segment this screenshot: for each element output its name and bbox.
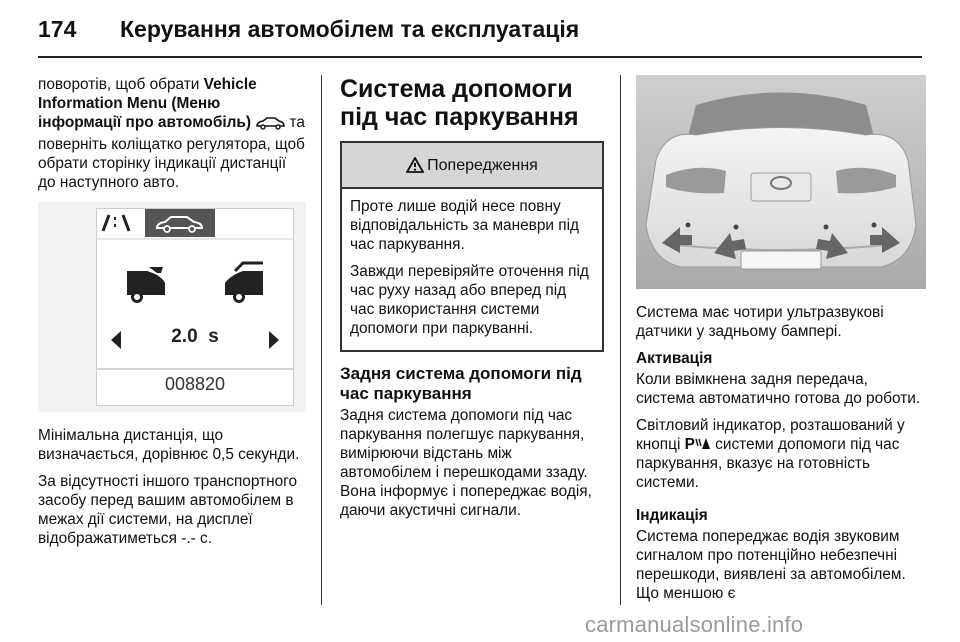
paragraph-menu-instructions (38, 75, 306, 192)
distance-display-figure (38, 202, 306, 412)
column-right (636, 75, 926, 611)
watermark: carmanualsonline.info (585, 612, 804, 637)
warning-paragraph: Завжди перевіряйте оточення під час руху назад або вперед під час використання системи допомоги при паркуванні. (350, 263, 589, 337)
odometer: 008820 (164, 374, 226, 394)
paragraph-min-distance: Мінімальна дистанція, що визначається, дорівнює 0,5 секунди. (38, 427, 300, 463)
paragraph-no-vehicle: За відсутності іншого транспортного засобу перед вашим автомобілем в межах дії системи, на дисплеї відображатиметься -.- с. (38, 473, 298, 547)
car-front-icon (225, 263, 263, 303)
column-divider (620, 75, 621, 605)
time-gap-readout (97, 327, 293, 346)
rear-bumper-photo (636, 75, 926, 289)
time-gap-unit: s (208, 326, 219, 347)
heading-activation: Активація (636, 350, 713, 367)
parking-sensor-icon (695, 436, 711, 453)
column-middle (340, 75, 604, 528)
warning-paragraph: Проте лише водій несе повну відповідальність за маневри під час паркування. (350, 198, 579, 253)
heading-indication: Індикація (636, 507, 708, 524)
paragraph-indication: Система попереджає водія звуковим сигналом про потенційно небезпечні перешкоди, виявлені за автомобілем. Що меншою є (636, 528, 906, 602)
time-gap-value: 2.0 (171, 326, 198, 347)
paragraph-rear-system: Задня система допомоги під час паркування полегшує паркування, вимірюючи відстань між автомобілем і перешкодами ззаду. Вона інформує і попереджає водія, даючи акустичні сигнали. (340, 407, 592, 519)
column-left (38, 75, 306, 556)
warning-box (340, 141, 604, 352)
paragraph-text: системи допомоги під час паркування, вказує на готовність системи. (636, 436, 900, 491)
section-title: Система допомоги під час паркування (340, 75, 579, 131)
warning-title: Попередження (427, 156, 538, 174)
paragraph-activation: Коли ввімкнена задня передача, система автоматично готова до роботи. (636, 371, 921, 407)
warning-body (342, 189, 602, 350)
paragraph-indicator (636, 416, 926, 492)
menu-name: Vehicle Information Menu (Меню інформації про автомобіль) (38, 76, 257, 131)
warning-header (342, 143, 602, 189)
parking-button-label: P (684, 436, 695, 453)
paragraph-text: та поверніть коліщатко регулятора, щоб обрати сторінку індикації дистанції до наступного авто. (38, 114, 305, 191)
column-divider (321, 75, 322, 605)
page-number: 174 (38, 16, 77, 42)
paragraph-text: Світловий індикатор, розташований у кнопці (636, 417, 905, 453)
paragraph-text: поворотів, щоб обрати (38, 76, 204, 93)
cluster-screen (96, 208, 294, 406)
subsection-title: Задня система допомоги під час паркування (340, 364, 582, 403)
chapter-title: Керування автомобілем та експлуатація (120, 16, 580, 42)
header-divider (38, 56, 922, 58)
warning-triangle-icon (406, 157, 424, 173)
paragraph-sensors: Система має чотири ультразвукові датчики у задньому бампері. (636, 304, 884, 340)
page-header (38, 14, 922, 48)
car-rear-icon (127, 267, 165, 303)
car-icon (255, 116, 285, 135)
